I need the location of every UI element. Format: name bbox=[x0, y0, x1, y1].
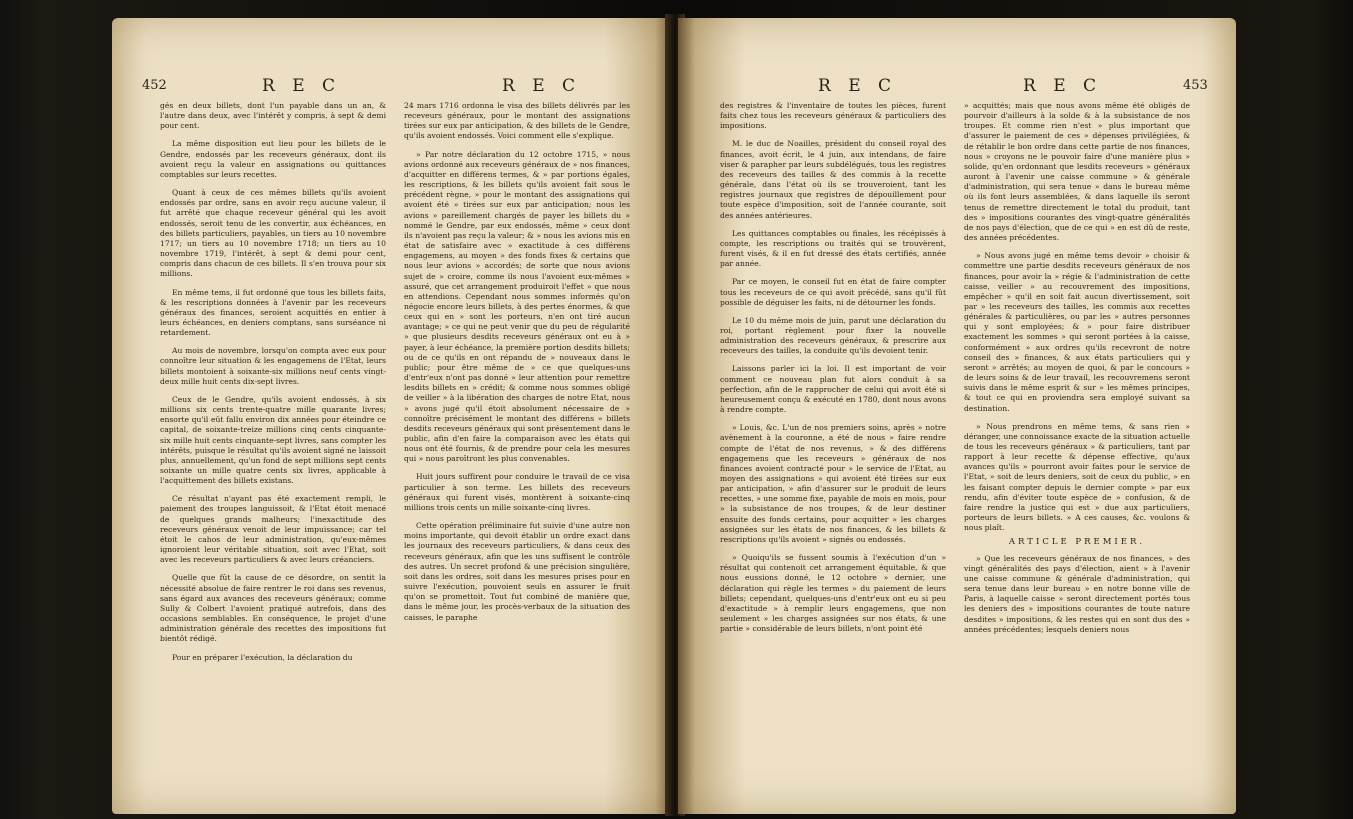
paragraph: gés en deux billets, dont l'un payable dans un an, & l'autre dans deux, avec l'intérêt y compris, à sept & demi pour cent. bbox=[160, 101, 386, 131]
paragraph: Huit jours suffirent pour conduire le travail de ce visa particulier à son terme. Les billets des receveurs généraux qui furent visés, montèrent à soixante-cinq millions trois cents un mille soixante-cinq livres. bbox=[404, 472, 630, 512]
paragraph: Laissons parler ici la loi. Il est important de voir comment ce nouveau plan fut alors conduit à sa perfection, afin de le rapprocher de celui qui avoit été si heureusement conçu & exécuté en 1780, dont nous avons à rendre compte. bbox=[720, 364, 946, 415]
right-page bbox=[678, 18, 1236, 814]
paragraph: » acquittés; mais que nous avons même été obligés de pourvoir d'ailleurs à la solde & à la subsistance de nos troupes. Et comme rien n'est » plus important que d'assurer le paiement de ces » dépenses privilégiées, & de rétablir le bon ordre dans cette partie de nos finances, nous » croyons ne le pouvoir faire d'une manière plus » solide, qu'en ordonnant que lesdits receveurs » généraux auront à l'avenir une caisse commune » & générale d'administration, qui sera tenue » dans le bureau même où ils font leurs assemblées, & dans laquelle ils seront tenus de remettre directement le total du produit, tant des » impositions courantes des vingt-quatre généralités de nos pays d'élection, que de ce qui » en est dû de reste, des années précédentes. bbox=[964, 101, 1190, 243]
paragraph: Pour en préparer l'exécution, la déclaration du bbox=[172, 652, 353, 662]
paragraph: En même tems, il fut ordonné que tous les billets faits, & les rescriptions données à l'avenir par les receveurs généraux des finances, seroient acquittés en entier à leurs échéances, en deniers comptans, sans surséance ni retardement. bbox=[160, 287, 386, 338]
paragraph: Par ce moyen, le conseil fut en état de faire compter tous les receveurs de ce qui avoit précédé, sans qu'il fût possible de déguiser les faits, ni de détourner les fonds. bbox=[720, 277, 946, 307]
running-head: R E C bbox=[1023, 76, 1103, 96]
text-column bbox=[964, 101, 1190, 635]
paragraph: 24 mars 1716 ordonna le visa des billets délivrés par les receveurs généraux, pour le montant des assignations tirées sur eux par anticipation, & des billets de le Gendre, qu'ils avoient endossés. Voici comment elle s'explique. bbox=[404, 101, 630, 141]
page-number: 453 bbox=[1183, 78, 1208, 93]
paragraph: des registres & l'inventaire de toutes les pièces, furent faits chez tous les receveurs généraux & particuliers des impositions. bbox=[720, 101, 946, 131]
paragraph: » Par notre déclaration du 12 octobre 1715, » nous avions ordonné aux receveurs généraux de » nos finances, d'acquitter en différens termes, & » par portions égales, les rescriptions, & les billets qu'ils avoient fait sous le précédent règne, » pour le montant des assignations qui avoient été » tirées sur eux par anticipation; nous les avions » pareillement chargés de payer les billets du » nommé le Gendre, par eux endossés, même » ceux dont ils n'avoient pas reçu la valeur; & » nous les avions mis en état de satisfaire avec » exactitude à ces différens engagemens, au moyen » des fonds fixes & certains que nous leur avions » accordés; de sorte que nous avions sujet de » croire, comme ils nous l'avoient eux-mêmes » assuré, que cet arrangement produiroit l'effet » que nous en attendions. Cependant nous sommes informés qu'on négocie encore leurs billets, à des pertes énormes, & que ceux qui en » sont les porteurs, n'en ont tiré aucun avantage; » ce qui ne peut venir que du peu de régularité » que plusieurs desdits receveurs généraux ont eu à » payer, à leur échéance, la première portion desdits billets; ou de ce qu'ils en ont répandu de » nouveaux dans le public; pour être même de » ce que quelques-uns d'entr'eux n'ont pas donné » leur attention pour remettre lesdits billets en » crédit; & comme nous sommes obligé de veiller » à la libération des charges de notre Etat, nous » avons jugé qu'il étoit absolument nécessaire de » connoître précisément le montant des différens » billets desdits receveurs généraux qui sont présentement dans le public, afin d'en faire la comparaison avec les états qui nous ont été fournis, & de prendre pour cela les mesures qui » nous paroîtront les plus convenables. bbox=[404, 149, 630, 464]
paragraph: Quant à ceux de ces mêmes billets qu'ils avoient endossés par ordre, sans en avoir reçu aucune valeur, il fut arrêté que chaque receveur général qui les avoit endossés, seroit tenu de les convertir, aux échéances, en des billets particuliers, payables, un tiers au 10 novembre 1717; un tiers au 10 novembre 1718; un tiers au 10 novembre 1719, l'intérêt, à sept & demi pour cent, compris dans chacun de ces billets. Il s'en trouva pour six millions. bbox=[160, 188, 386, 279]
page-number: 452 bbox=[142, 78, 167, 93]
running-head: R E C bbox=[262, 76, 342, 96]
text-column bbox=[404, 101, 630, 623]
running-head: R E C bbox=[502, 76, 582, 96]
paragraph: Le 10 du même mois de juin, parut une déclaration du roi, portant règlement pour fixer la nouvelle administration des receveurs généraux, & prescrire aux receveurs des tailles, la conduite qu'ils devoient tenir. bbox=[720, 315, 946, 356]
paragraph: Cette opération préliminaire fut suivie d'une autre non moins importante, qui devoit établir un ordre exact dans les journaux des receveurs particuliers, & dans ceux des receveurs généraux, afin que les uns suffisent le contrôle des autres. Un secret profond & une précision singulière, soit dans les ordres, soit dans les mesures prises pour en suivre l'exécution, pouvoient seuls en assurer le fruit qu'on se promettoit. Tout fut combiné de manière que, dans le même jour, les procès-verbaux de la situation des caisses, le paraphe bbox=[404, 521, 630, 622]
left-page bbox=[112, 18, 672, 814]
text-column bbox=[160, 101, 386, 663]
paragraph: Ce résultat n'ayant pas été exactement rempli, le paiement des troupes languissoit, & l'Etat étoit menacé de quelques grands malheurs; l'inexactitude des receveurs généraux venoit de leur impuissance; car tel étoit le cahos de leur administration, qu'eux-mêmes ignoroient leur véritable situation, soit avec l'Etat, soit avec les receveurs particuliers & avec leurs créanciers. bbox=[160, 494, 386, 565]
paragraph: Au mois de novembre, lorsqu'on compta avec eux pour connoître leur situation & les engagemens de l'Etat, leurs billets montoient à soixante-six millions neuf cents vingt-deux mille huit cents dix-sept livres. bbox=[160, 346, 386, 386]
article-heading: ARTICLE PREMIER. bbox=[1008, 537, 1146, 548]
paragraph: » Que les receveurs généraux de nos finances, » des vingt généralités des pays d'élection, aient » à l'avenir une caisse commune & générale d'administration, qui sera tenue dans leur bureau » en notre bonne ville de Paris, à laquelle caisse » seront directement portés tous les deniers des » impositions courantes de toute nature desdites » impositions, & les restes qui en sont dus des » années précédentes; lesquels deniers nous bbox=[964, 553, 1190, 634]
paragraph: » Nous avons jugé en même tems devoir » choisir & commettre une partie desdits receveurs généraux de nos finances, pour avoir la » régie & l'administration de cette caisse, veiller » au recouvrement des impositions, empêcher » qu'il en soit fait aucun divertissement, soit par » les receveurs des tailles, les commis aux recettes générales & particulières, ou par les » autres personnes qui y sont employées; & » pour faire distribuer exactement les sommes » qui seront portées à la caisse, conformément » aux ordres qu'ils recevront de notre conseil des » finances, & aux états particuliers qui y seront » arrêtés; au moyen de quoi, & par le concours » de leurs soins & de leur travail, les recouvremens seront suivis dans le même esprit & sur » les mêmes principes, & tout ce qui en proviendra sera employé suivant sa destination. bbox=[964, 251, 1190, 413]
paragraph: » Nous prendrons en même tems, & sans rien » déranger, une connoissance exacte de la situation actuelle de tous les receveurs généraux » & particuliers, tant par rapport à leur recette & dépense effective, qu'aux avances qu'ils » pourront avoir faites pour le service de l'Etat, » soit de leurs deniers, soit de ceux du public, » en les faisant compter depuis le dernier compte » par eux rendu, afin d'éviter toute espèce de » confusion, & de faire rendre la justice qui est » due aux particuliers, porteurs de leurs billets. » A ces causes, &c. voulons & nous plaît. bbox=[964, 421, 1190, 533]
paragraph: Les quittances comptables ou finales, les récépissés à compte, les rescriptions ou traités qui se trouvèrent, furent visés, & il en fut dressé des états certifiés, année par année. bbox=[720, 228, 946, 269]
running-head: R E C bbox=[818, 76, 898, 96]
paragraph: » Louis, &c. L'un de nos premiers soins, après » notre avènement à la couronne, a été de nous » faire rendre compte de l'état de nos revenus, » & des différens engagemens que les receveurs » généraux de nos finances avoient contracté pour » le service de l'Etat, au moyen des assignations » qui avoient été tirées sur eux par anticipation, » afin d'assurer sur le produit de leurs recettes, » une somme fixe, payable de mois en mois, pour » la subsistance de nos troupes, & de leur destiner ensuite des fonds certains, pour acquitter » les charges assignées sur les états de nos finances, & les billets & rescriptions qu'ils avoient » signés ou endossés. bbox=[720, 423, 946, 544]
paragraph: La même disposition eut lieu pour les billets de le Gendre, endossés par les receveurs généraux, dont ils avoient reçu la valeur en assignations ou quittances comptables sur leurs recettes. bbox=[160, 139, 386, 179]
paragraph: M. le duc de Noailles, président du conseil royal des finances, avoit écrit, le 4 juin, aux intendans, de faire viser & parapher par leurs subdélégués, tous les registres des receveurs des tailles & des commis à la recette générale, dans l'état où ils se trouveroient, tant les registres journaux que registres de dépouillement pour toute espèce d'imposition, soit de l'année courante, soit des années antérieures. bbox=[720, 139, 946, 220]
paragraph: » Quoiqu'ils se fussent soumis à l'exécution d'un » résultat qui contenoit cet arrangement équitable, & que nous eussions donné, le 12 octobre » dernier, une déclaration qui règle les termes » du paiement de leurs billets; cependant, quelques-uns d'entr'eux ont eu si peu d'exactitude » à remplir leurs engagemens, que non seulement » les charges assignées sur nos états, & une partie » considérable de leurs billets, n'ont point été bbox=[720, 553, 946, 634]
paragraph: Ceux de le Gendre, qu'ils avoient endossés, à six millions six cents trente-quatre mille quarante livres; ensorte qu'il eût fallu environ dix années pour éteindre ce capital, de soixante-treize millions cinq cents cinquante-six mille huit cents cinquante-sept livres, sans compter les intérêts, puisque le résultat qu'ils avoient signé ne laissoit plus, annuellement, qu'un fond de sept millions sept cents soixante un mille quatre cents six livres, applicable à l'acquittement des billets existans. bbox=[160, 394, 386, 486]
paragraph: Quelle que fût la cause de ce désordre, on sentit la nécessité absolue de faire rentrer le roi dans ses revenus, sans égard aux avances des receveurs généraux; comme Sully & Colbert l'avoient pratiqué autrefois, dans des occasions semblables. En conséquence, le projet d'une administration générale des recettes des impositions fut bientôt rédigé. bbox=[160, 573, 386, 644]
text-column bbox=[720, 101, 946, 634]
